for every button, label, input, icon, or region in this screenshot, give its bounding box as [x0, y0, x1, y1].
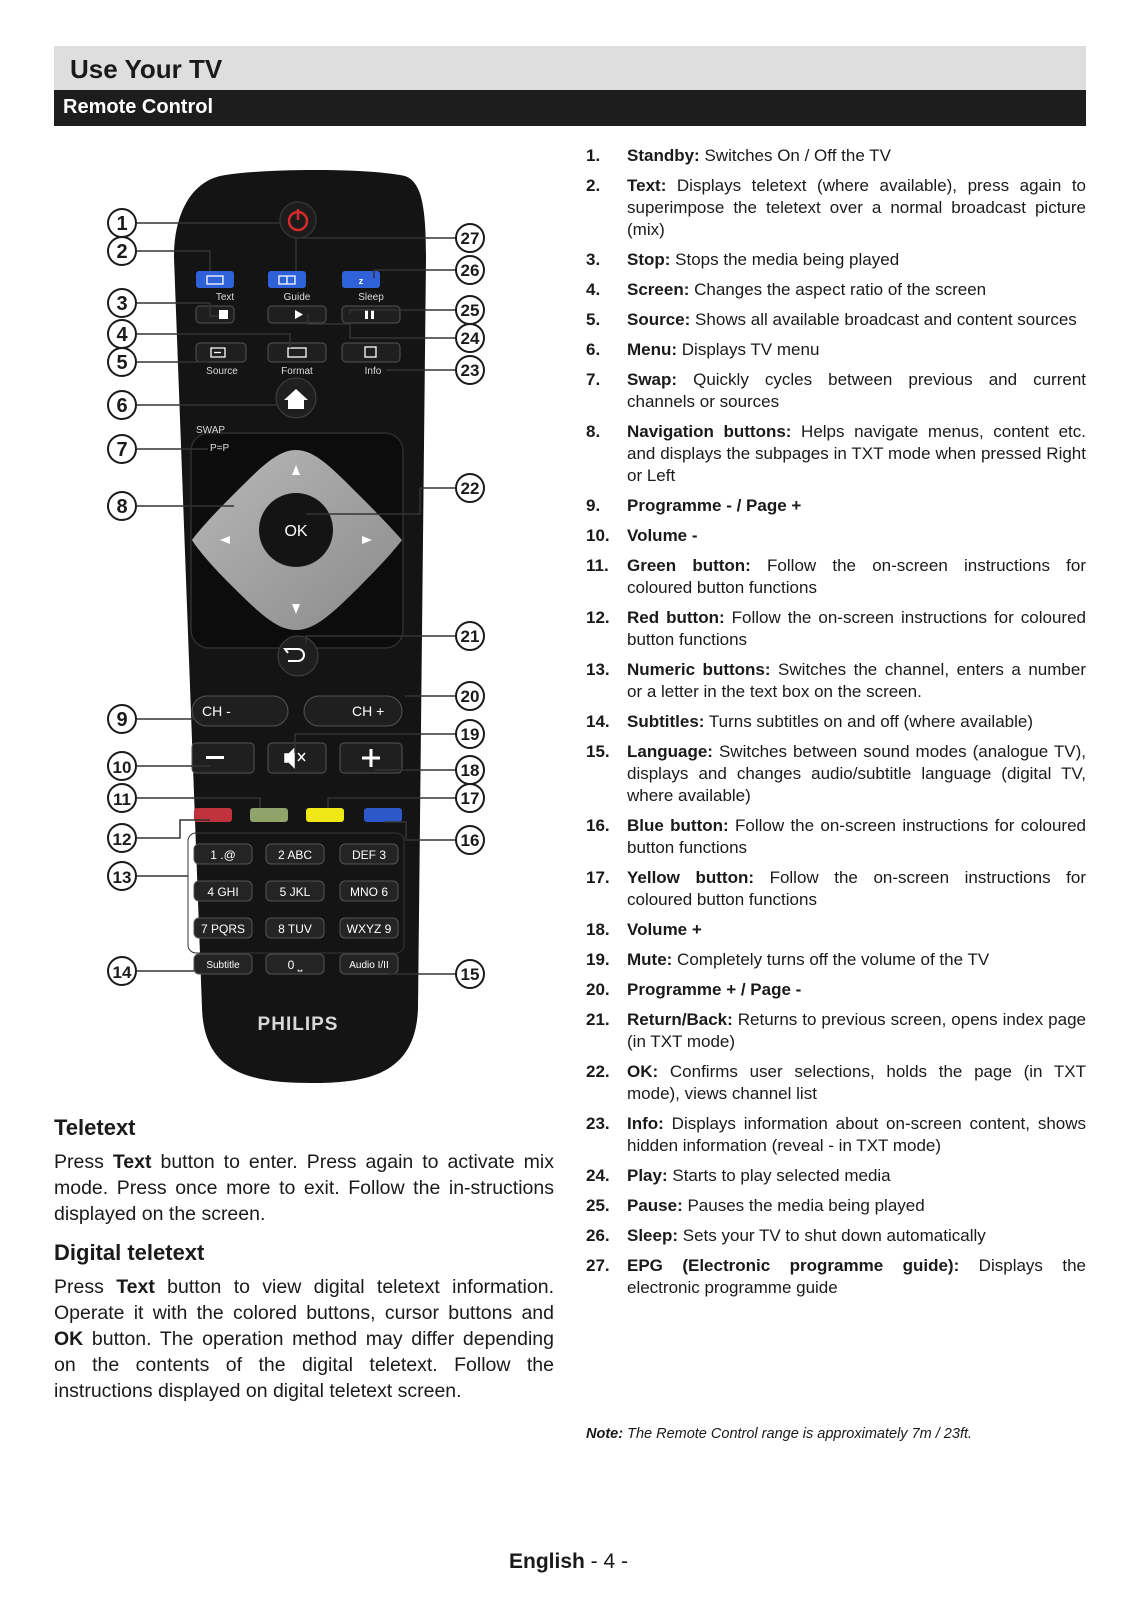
- teletext-heading: Teletext: [54, 1115, 136, 1140]
- list-item: [586, 867, 1086, 911]
- item-number: 15.: [586, 742, 610, 761]
- power-button: [280, 202, 316, 238]
- item-description: Stops the media being played: [670, 250, 900, 269]
- callout-11: 11: [113, 790, 131, 809]
- item-number: 27.: [586, 1256, 610, 1275]
- key-0: 0 ⎵: [287, 958, 303, 972]
- item-number: 19.: [586, 950, 610, 969]
- item-term: Stop:: [627, 250, 671, 269]
- callout-6: 6: [116, 395, 128, 417]
- callout-16: 16: [460, 831, 480, 850]
- callout-15: 15: [460, 965, 480, 984]
- callout-22: 22: [460, 479, 480, 498]
- key-1: 1 .@: [210, 848, 236, 862]
- sleep-button-label: Sleep: [358, 292, 384, 303]
- callout-8: 8: [116, 496, 128, 518]
- item-number: 12.: [586, 608, 610, 627]
- item-term: Language:: [627, 742, 713, 761]
- list-item: [586, 949, 1086, 971]
- callouts-left: [108, 209, 136, 985]
- item-description: Displays TV menu: [677, 340, 820, 359]
- subtitle-button-label: Subtitle: [206, 960, 240, 971]
- list-item: [586, 495, 1086, 517]
- list-item: [586, 1009, 1086, 1053]
- key-2: 2 ABC: [277, 848, 313, 862]
- item-description: Displays teletext (where available), press again to superimpose the teletext over a normal broadcast picture (mix): [627, 176, 1086, 239]
- item-term: Sleep:: [627, 1226, 679, 1245]
- key-5: 5 JKL: [279, 885, 311, 899]
- button-description-list: [586, 145, 1086, 1307]
- remote-control-figure: [100, 168, 520, 1110]
- item-number: 17.: [586, 868, 610, 887]
- item-term: Programme - / Page +: [627, 496, 802, 515]
- list-item: [586, 249, 1086, 271]
- item-term: Pause:: [627, 1196, 683, 1215]
- audio-button-label: Audio I/II: [349, 960, 389, 971]
- brand-logo: PHILIPS: [257, 1014, 339, 1035]
- list-item: [586, 919, 1086, 941]
- list-item: [586, 1165, 1086, 1187]
- item-term: Swap:: [627, 370, 678, 389]
- source-button-label: Source: [206, 366, 238, 377]
- list-item: [586, 659, 1086, 703]
- list-item: [586, 711, 1086, 733]
- callouts-right: [456, 224, 484, 988]
- list-item: [586, 1225, 1086, 1247]
- key-4: 4 GHI: [207, 885, 239, 899]
- list-item: [586, 741, 1086, 807]
- item-number: 9.: [586, 496, 601, 515]
- section-title: Remote Control: [63, 96, 213, 118]
- item-number: 18.: [586, 920, 610, 939]
- item-description: Sets your TV to shut down automatically: [678, 1226, 986, 1245]
- callout-12: 12: [112, 830, 132, 849]
- callout-7: 7: [116, 439, 128, 461]
- item-term: Return/Back:: [627, 1010, 733, 1029]
- item-number: 7.: [586, 370, 601, 389]
- item-number: 3.: [586, 250, 601, 269]
- item-number: 6.: [586, 340, 601, 359]
- list-item: [586, 815, 1086, 859]
- ok-button-label: OK: [284, 523, 308, 540]
- callout-4: 4: [116, 324, 128, 346]
- key-7: 7 PQRS: [200, 922, 246, 936]
- item-description: Confirms user selections, holds the page (in TXT mode), views channel list: [627, 1062, 1086, 1103]
- list-item: [586, 555, 1086, 599]
- callout-3: 3: [116, 293, 128, 315]
- home-button: [276, 378, 316, 418]
- item-term: Programme + / Page -: [627, 980, 802, 999]
- green-button: [250, 808, 288, 822]
- item-term: Play:: [627, 1166, 668, 1185]
- footer-language: English: [508, 1550, 585, 1573]
- page-title: Use Your TV: [70, 54, 223, 84]
- item-description: Quickly cycles between previous and current channels or sources: [627, 370, 1086, 411]
- key-6: MNO 6: [349, 885, 389, 899]
- item-term: Text:: [627, 176, 667, 195]
- list-item: [586, 369, 1086, 413]
- info-button: [342, 343, 400, 362]
- callout-25: 25: [460, 301, 480, 320]
- key-3: DEF 3: [351, 848, 387, 862]
- item-number: 8.: [586, 422, 601, 441]
- item-term: OK:: [627, 1062, 659, 1081]
- callout-24: 24: [460, 329, 480, 348]
- callout-19: 19: [460, 725, 480, 744]
- list-item: [586, 145, 1086, 167]
- item-description: Helps navigate menus, content etc. and displays the subpages in TXT mode when pressed Right or Left: [627, 422, 1087, 485]
- item-number: 14.: [586, 712, 610, 731]
- item-description: Turns subtitles on and off (where available): [704, 712, 1033, 731]
- list-item: [586, 1255, 1086, 1299]
- numeric-keys: [194, 844, 398, 938]
- section-header: [54, 46, 1086, 90]
- list-item: [586, 309, 1086, 331]
- item-term: Volume +: [627, 920, 702, 939]
- item-description: Changes the aspect ratio of the screen: [689, 280, 987, 299]
- item-description: Follow the on-screen instructions for coloured button functions: [627, 816, 1086, 857]
- item-description: Switches between sound modes (analogue TV), displays and changes audio/subtitle language (digital TV, where available): [627, 742, 1086, 805]
- digital-teletext-heading: Digital teletext: [54, 1240, 205, 1265]
- callout-26: 26: [460, 261, 480, 280]
- key-9: WXYZ 9: [346, 922, 392, 936]
- callout-21: 21: [460, 627, 480, 646]
- list-item: [586, 1061, 1086, 1105]
- callout-18: 18: [460, 761, 480, 780]
- list-item: [586, 607, 1086, 651]
- callout-23: 23: [460, 361, 480, 380]
- item-term: EPG (Electronic programme guide):: [627, 1256, 960, 1275]
- item-description: Follow the on-screen instructions for coloured button functions: [627, 868, 1086, 909]
- item-term: Numeric buttons:: [627, 660, 771, 679]
- item-term: Standby:: [627, 146, 700, 165]
- item-term: Mute:: [627, 950, 673, 969]
- item-term: Blue button:: [627, 816, 729, 835]
- item-term: Red button:: [627, 608, 725, 627]
- item-number: 13.: [586, 660, 610, 679]
- mute-button: [268, 743, 326, 773]
- callout-9: 9: [116, 709, 128, 731]
- item-description: Displays information about on-screen content, shows hidden information (reveal - in TXT mode): [627, 1114, 1086, 1155]
- item-number: 5.: [586, 310, 601, 329]
- yellow-button: [306, 808, 344, 822]
- item-number: 16.: [586, 816, 610, 835]
- text-button: [196, 271, 234, 288]
- item-description: Pauses the media being played: [682, 1196, 925, 1215]
- item-description: Switches On / Off the TV: [699, 146, 891, 165]
- list-item: [586, 421, 1086, 487]
- item-number: 2.: [586, 176, 601, 195]
- item-description: Shows all available broadcast and content sources: [690, 310, 1077, 329]
- item-number: 23.: [586, 1114, 610, 1133]
- item-term: Info:: [627, 1114, 664, 1133]
- footer-page-number: - 4 -: [590, 1550, 629, 1573]
- teletext-section: [54, 1114, 554, 1416]
- teletext-paragraph: Press Text button to enter. Press again to activate mix mode. Press once more to exit. Follow the in-structions displayed on the screen.: [54, 1151, 554, 1225]
- key-8: 8 TUV: [278, 922, 312, 936]
- item-number: 20.: [586, 980, 610, 999]
- list-item: [586, 525, 1086, 547]
- item-description: Follow the on-screen instructions for coloured button functions: [627, 556, 1086, 597]
- callout-17: 17: [460, 789, 480, 808]
- format-button: [268, 343, 326, 362]
- ppp-label: P=P: [210, 443, 230, 454]
- callout-10: 10: [112, 758, 132, 777]
- item-number: 26.: [586, 1226, 610, 1245]
- list-item: [586, 279, 1086, 301]
- list-item: [586, 339, 1086, 361]
- item-number: 25.: [586, 1196, 610, 1215]
- item-number: 21.: [586, 1010, 610, 1029]
- callout-1: 1: [116, 213, 128, 235]
- format-button-label: Format: [281, 366, 313, 377]
- item-number: 10.: [586, 526, 610, 545]
- range-note: Note: The Remote Control range is approximately 7m / 23ft.: [586, 1426, 973, 1442]
- callout-5: 5: [116, 352, 128, 374]
- item-number: 22.: [586, 1062, 610, 1081]
- back-button: [278, 636, 318, 676]
- item-description: Switches the channel, enters a number or a letter in the text box on the screen.: [627, 660, 1086, 701]
- list-item: [586, 175, 1086, 241]
- swap-label: SWAP: [196, 425, 226, 436]
- item-description: Returns to previous screen, opens index page (in TXT mode): [627, 1010, 1086, 1051]
- item-description: Follow the on-screen instructions for coloured button functions: [627, 608, 1086, 649]
- item-term: Green button:: [627, 556, 751, 575]
- item-term: Volume -: [627, 526, 698, 545]
- callout-20: 20: [460, 687, 480, 706]
- item-term: Screen:: [627, 280, 690, 299]
- list-item: [586, 1195, 1086, 1217]
- guide-button-label: Guide: [283, 292, 311, 303]
- page-footer: [0, 1550, 1137, 1574]
- list-item: [586, 1113, 1086, 1157]
- section-subheader: [54, 90, 1086, 126]
- item-term: Yellow button:: [627, 868, 754, 887]
- callout-27: 27: [460, 229, 480, 248]
- ch-plus-label: CH +: [352, 703, 385, 719]
- digital-teletext-paragraph: Press Text button to view digital teletext information. Operate it with the colored buttons, cursor buttons and OK button. The operation method may differ depending on the contents of the digital teletext. Follow the instructions displayed on digital teletext screen.: [54, 1276, 555, 1402]
- item-number: 4.: [586, 280, 601, 299]
- callout-2: 2: [116, 241, 128, 263]
- item-description: Completely turns off the volume of the TV: [672, 950, 990, 969]
- item-term: Navigation buttons:: [627, 422, 792, 441]
- item-term: Subtitles:: [627, 712, 705, 731]
- list-item: [586, 979, 1086, 1001]
- blue-button: [364, 808, 402, 822]
- item-term: Menu:: [627, 340, 678, 359]
- item-number: 11.: [586, 556, 609, 575]
- stop-button: [196, 306, 234, 323]
- svg-text:z: z: [358, 276, 364, 286]
- item-number: 24.: [586, 1166, 610, 1185]
- text-button-label: Text: [215, 292, 235, 303]
- item-term: Source:: [627, 310, 691, 329]
- ch-minus-label: CH -: [202, 703, 231, 719]
- info-button-label: Info: [364, 366, 382, 377]
- callout-14: 14: [112, 963, 132, 982]
- item-number: 1.: [586, 146, 601, 165]
- callout-13: 13: [112, 868, 132, 887]
- item-description: Starts to play selected media: [667, 1166, 891, 1185]
- item-description: Displays the electronic programme guide: [627, 1256, 1086, 1297]
